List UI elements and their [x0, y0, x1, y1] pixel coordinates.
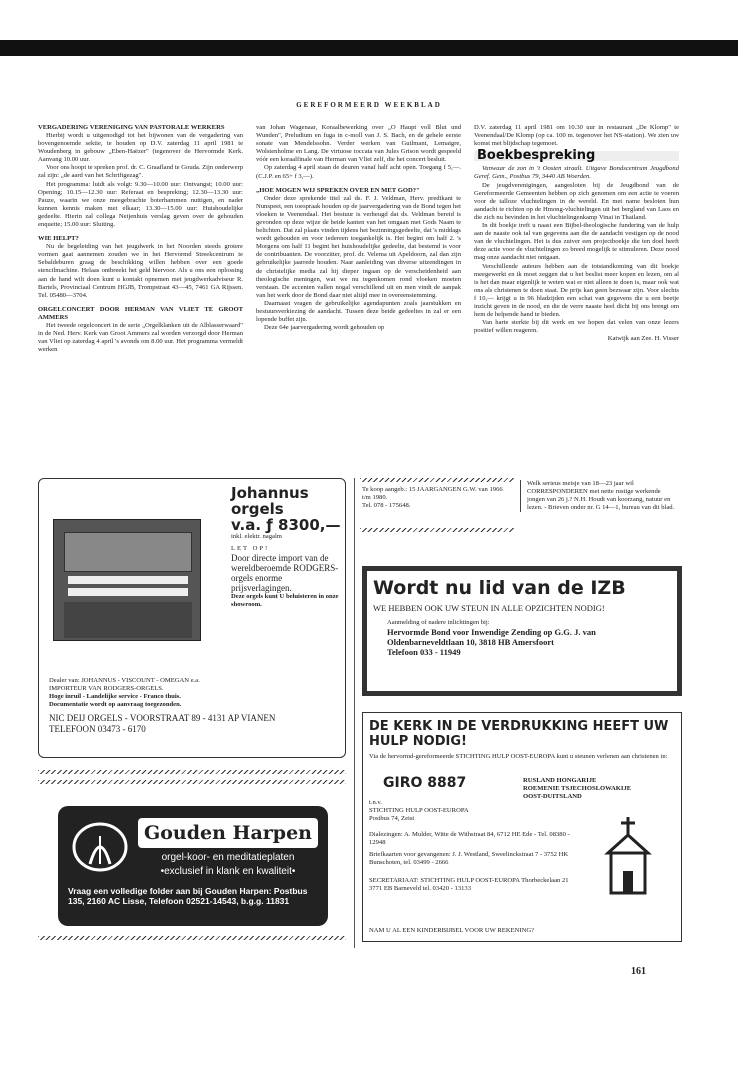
wavy-divider [38, 780, 346, 784]
correspondentie-text: Welk serieus meisje van 18—23 jaar wil CORRESPONDEREN met nette rustige werkende jongen van 26 j.? N.H. Houdt van koorzang, natuur en lezen. - Brieven onder nr. G 14—1, bureau van dit blad. [527, 480, 675, 511]
kerk-countries: RUSLAND HONGARIJE ROEMENIE TSJECHOSLOWAKIJE OOST-DUITSLAND [523, 777, 632, 800]
paragraph: Op zaterdag 4 april staan de deuren vanaf half acht open. Toegang f 5,—. (C.J.P. en 65+ f 3,—). [256, 164, 461, 180]
section-title: „HOE MOGEN WIJ SPREKEN OVER EN MET GOD?" [256, 186, 420, 194]
paragraph: Voor ons hoopt te spreken prof. dr. C. Graafland te Gouda. Zijn onderwerp zal zijn: „de aard van het Schriftgezag". [38, 164, 243, 180]
let-op: LET OP! [231, 545, 270, 552]
kerk-dialezingen: Dialezingen: A. Mulder, Witte de Withstraat 84, 6712 HE Ede - Tel. 08380 - 12948 [369, 831, 570, 846]
page-number: 161 [631, 966, 646, 977]
phone: TELEFOON 03473 - 6170 [49, 724, 146, 734]
service: Hoge inruil - Landelijke service - Franco thuis. [49, 693, 181, 700]
signature: Katwijk aan Zee. H. Visser [607, 335, 679, 343]
giro: GIRO 8887 [383, 775, 467, 791]
organ-image [53, 519, 201, 641]
paragraph: Hierbij wordt u uitgenodigd tot het bijwonen van de vergadering van bovengenoemde sektie, te houden op D.V. zaterdag 11 april 1981 te Woudenberg in gebouw „Eben-Haëzer" (tegenover de Hervormde Kerk. Aanvang 10.00 uur. [38, 132, 243, 164]
harp-icon [70, 820, 130, 874]
column-3 [474, 124, 679, 466]
paragraph: Onder deze sprekende titel zal ds. F. J. Veldman, Herv. predikant te Nunspeet, een toespraak houden op de jaarvergadering van de Bond tegen het vloeken te Veenendaal. Het bestuur is verheugd dat ds. Veldman bereid is gevonden op deze wijze de beide kanten van het omgaan met Gods Naam te belichten. Dat zal plaats vinden tijdens het bezinningsgedeelte, dat 's middags wordt gehouden en voor iedereen toegankelijk is. Het begint om half 2. 's Morgens om half 11 begint het huishoudelijke gedeelte, dat bestemd is voor de contribuanten. De voorzitter, prof. dr. Velema uit Apeldoorn, zal dan zijn gebruikelijke jaarrede houden. Naar aanleiding van diverse uitzendingen in de christelijke media zal hij dieper ingaan op de verscheidenheid aan theologische meningen, wat we nu tegenkomen rond vloeken moeten verstaan. De accenten vallen nogal verschillend uit en men vindt de aanpak van het werk door de Bond daar niet altijd mee in overeenstemming. [256, 194, 461, 299]
wavy-divider [360, 528, 514, 532]
book-reference: Vanwaar de zon in 't Oosten straalt. Uitgave Bondscentrum Jeugdbond Geref. Gem., Postbus 79, 3440 AB Woerden. [474, 165, 679, 181]
kerk-via: Via de hervormd-gereformeerde STICHTING HULP OOST-EUROPA kunt u steunen verlenen aan christenen in: [369, 753, 668, 760]
izb-bond: Hervormde Bond voor Inwendige Zending op G.G. J. van Oldenbarneveldtlaan 10, 3818 HB Amersfoort [387, 627, 596, 647]
kerk-title: DE KERK IN DE VERDRUKKING HEEFT UW HULP NODIG! [369, 719, 669, 749]
showroom-note: Deze orgels kunt U beluisteren in onze showroom. [231, 593, 339, 608]
column-divider [354, 478, 355, 948]
boekbespreking-heading: Boekbespreking [474, 151, 679, 161]
te-koop-tel: Tel. 078 - 175648. [362, 502, 411, 509]
paragraph: In dit boekje treft u naast een Bijbel-theologische fundering van de hulp aan de naaste ook tal van gegevens aan die de aandacht vestigen op de nood van de vluchtelingen. Het is dus zuiver een projectboekje die ten doel heeft deze actie voor de vluchtelingen zo breed mogelijk te stimuleren. Deze nood mag onze aandacht niet ontgaan. [474, 222, 679, 262]
importeur: IMPORTEUR VAN RODGERS-ORGELS. [49, 685, 164, 692]
page-header: GEREFORMEERD WEEKBLAD [296, 101, 442, 109]
paragraph: Verschillende auteurs hebben aan de totstandkoming van dit boekje meegewerkt en ik moet zeggen dat u het beslist meer kopen en lezen, om al is het dan maar eigenlijk te weten wat er niet alleen te doen is, maar ook wat ons als christenen te doen staat. De prijs kan geen bezwaar zijn. Voor slechts f 10,— krijgt u in 96 bladzijden een schat van gegevens die u een beetje inzicht geven in de nood, en die de verre naaste heel dicht bij ons brengt om hem de helpende hand te bieden. [474, 262, 679, 319]
kerk-footer: NAM U AL EEN KINDERBIJBEL VOOR UW REKENING? [369, 927, 535, 934]
gouden-sub1: orgel-koor- en meditatieplaten [161, 852, 295, 863]
johannus-title: orgels [231, 500, 284, 518]
paragraph: Het programma: luidt als volgt: 9.30—10.00 uur: Ontvangst; 10.00 uur: Opening; 10.15—12.30 uur: Referaat en bespreking; 12.30—13.30 uur: Pauze, waarin we onze meegebrachte boterhammen nuttigen, en nader kunnen kennis maken met elkaar; 13.30—15.00 uur: Huishoudelijke gedeelte. Hierin zal collega Neijenhuis verslag geven over de gehouden enquette; 15.00 uur: Sluiting. [38, 180, 243, 229]
kerk-stichting: STICHTING HULP OOST-EUROPA [369, 807, 469, 814]
wavy-divider [38, 770, 346, 774]
te-koop-text: Te koop aangeb.: 15 JAARGANGEN G.W. van 1966 t/m 1980. [362, 486, 503, 501]
kerk-tnv: t.n.v. [369, 799, 382, 806]
paragraph: Het tweede orgelconcert in de serie „Orgelklanken uit de Alblasserwaard" in de Ned. Herv. Kerk van Groot Ammers zal worden verzorgd door Herman van Vliet op zaterdag 4 april 's avonds om 8.00 uur. Het programma vermeldt werken [38, 321, 243, 354]
section-title: WIE HELPT? [38, 235, 79, 243]
paragraph: De jeugdverenigingen, aangesloten bij de Jeugdbond van de Gereformeerde Gemeenten hebben op zich genomen om een actie te voeren voor de talloze vluchtelingen in de wereld. En met name besloten hun aandacht te richten op de Hmong-vluchtelingen uit het bergland van Laos en die zich nu bevinden in het vluchtelingenkamp Vinai in Thailand. [474, 181, 679, 221]
paragraph: Van harte sterkte bij dit werk en we hopen dat velen van onze lezers positief willen reageren. [474, 319, 679, 335]
paragraph: D.V. zaterdag 11 april 1981 om 10.30 uur in restaurant „De Klomp" te Veenendaal/De Klomp (op ca. 100 m. tegenover het NS-station). We zien uw komst met blijdschap tegemoet. [474, 124, 679, 148]
gouden-sub2: •exclusief in klank en kwaliteit• [160, 866, 296, 877]
gouden-harpen-title: Gouden Harpen [138, 818, 318, 848]
ad-izb [362, 566, 682, 696]
import-text: Door directe import van de wereldberoemde RODGERS-orgels enorme prijsverlagingen. [231, 553, 339, 593]
paragraph: Daarnaast vragen de gebruikelijke agendapunten zoals jaarstukken en bestuursverkiezing de aandacht. Tussen deze beide gedeeltes in zal er een lopende buffet zijn. [256, 299, 461, 324]
paragraph: Nu de begeleiding van het jeugdwerk in het Noorden steeds grotere vormen gaat aannemen zouden we in het Hervormd Streekcentrum te Sebaldeburen graag de beschikking willen hebben over een goede stencilmachine. Helaas ontbreekt het geld hiervoor. Als u ons een oplossing aan de hand wilt doen kunt u kontakt opnemen met jeugdwerkadviseur R. Bartels, Provinciaal Centrum HGJB, Trompstraat 43—45, 7461 GA Rijssen. Tel. 05480—3704. [38, 243, 243, 299]
izb-sub: WE HEBBEN OOK UW STEUN IN ALLE OPZICHTEN NODIG! [373, 603, 605, 613]
section-title: ORGELCONCERT DOOR HERMAN VAN VLIET TE GROOT AMMERS [38, 305, 243, 321]
price: v.a. ƒ 8300,— [231, 516, 341, 534]
paragraph: van Johan Wagenaar, Koraalbewerking over „O Haupt voll Blut und Wunden", Preludium en fuga in c-moll van J. S. Bach, en de gehele eerste sonate van Mendelssohn. Verder werken van Guilmant, Lemaigre, Wolstenholme en Lang. De virtuose toccata van Jules Grison wordt gespeeld vóór een koraalfinale van Herman van Vliet zelf, die het concert besluit. [256, 124, 461, 164]
ad-correspondentie [520, 480, 680, 512]
wavy-divider [360, 478, 514, 482]
ad-gouden-harpen [58, 806, 328, 926]
section-title: VERGADERING VERENIGING VAN PASTORALE WERKERS [38, 124, 225, 131]
izb-title: Wordt nu lid van de IZB [373, 577, 626, 599]
ad-johannus [38, 478, 346, 758]
kerk-secretariaat: SECRETARIAAT: STICHTING HULP OOST-EUROPA Thorbeckelaan 21 3771 EB Barneveld tel. 03420 - 13133 [369, 877, 569, 892]
column-1 [38, 124, 243, 466]
address: NIC DEIJ ORGELS - VOORSTRAAT 89 - 4131 AP VIANEN [49, 713, 276, 723]
izb-tel: Telefoon 033 - 11949 [387, 647, 461, 657]
documentatie: Documentatie wordt op aanvraag toegezonden. [49, 701, 182, 708]
ad-kerk [362, 712, 682, 942]
dealer: Dealer van: JOHANNUS - VISCOUNT - OMEGAN e.a. [49, 677, 200, 684]
izb-aanmelding: Aanmelding of nadere inlichtingen bij: [387, 619, 490, 626]
column-2 [256, 124, 461, 466]
ad-te-koop [362, 486, 512, 510]
kerk-brief: Briefkaarten voor gevangenen: J. J. Westland, Sweelinckstraat 7 - 3752 HK Bunschoten, tel. 03499 - 2666 [369, 851, 569, 866]
top-black-bar [0, 40, 738, 56]
paragraph: Deze 64e jaarvergadering wordt gehouden op [264, 324, 385, 332]
church-icon [593, 813, 663, 903]
gouden-vraag: Vraag een volledige folder aan bij Gouden Harpen: Postbus 135, 2160 AC Lisse, Telefoon 02521-14543, b.g.g. 11831 [68, 886, 308, 906]
incl-note: inkl. elektr. nagalm [231, 533, 282, 540]
wavy-divider [38, 936, 346, 940]
johannus-title: Johannus [231, 484, 309, 502]
kerk-postbus: Postbus 74, Zeist [369, 815, 415, 822]
